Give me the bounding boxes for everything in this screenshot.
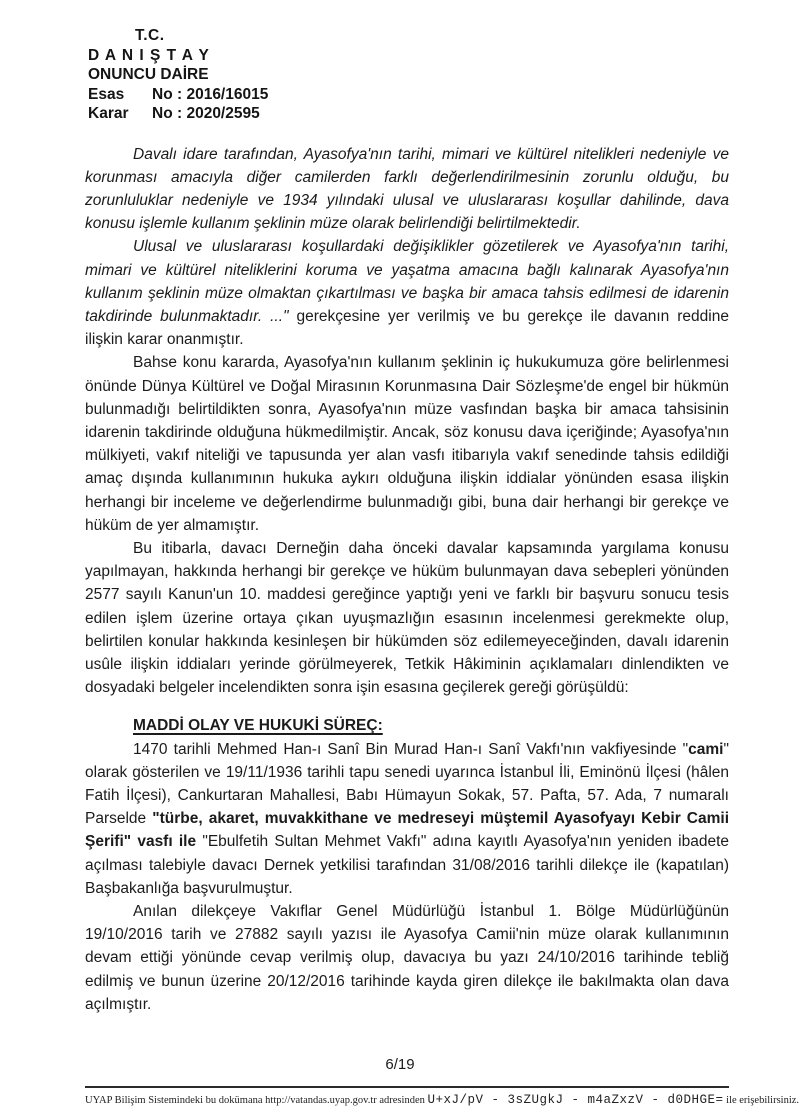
quoted-reasoning-text: Ulusal ve uluslararası koşullardaki değişiklikler gözetilerek ve Ayasofya'nın tarihi, mimari ve kültürel niteliklerini koruma ve yaşatma amacına bağlı kalınarak Ayasofya'nın kullanım şeklinin müze olmaktan çıkartılması ve başka bir amaca tahsis edilmesi de idarenin takdirinde bulunmaktadır. ..." bbox=[85, 238, 729, 325]
bold-vasif: "türbe, akaret, muvakkithane ve medreseyi müştemil Ayasofyayı Kebir Camii Şerifi" vasfı ile bbox=[85, 810, 730, 851]
karar-label: Karar bbox=[88, 105, 129, 122]
paragraph-ulusal-kosullar bbox=[85, 235, 729, 351]
paragraph-bahse-konu: Bahse konu kararda, Ayasofya'nın kullanım şeklinin iç hukukumuza göre belirlenmesi önünde Dünya Kültürel ve Doğal Mirasının Korunmasına Dair Sözleşme'de engel bir hükmün bulunmadığı belirtildikten sonra, Ayasofya'nın müze vasfından başka bir amaca tahsisinin idarenin takdirinde olduğuna hükmedilmiştir. Ancak, söz konusu dava içeriğinde; Ayasofya'nın mülkiyeti, vakıf niteliği ve tapusunda yer alan vasfı itibarıyla vakıf senedinde tahsis edildiği amaç dışında kullanımının hukuka aykırı olduğuna ilişkin iddialar yönünden esasa ilişkin herhangi bir inceleme ve değerlendirme bulunmadığı gibi, buna dair herhangi bir gerekçe ve hüküm de yer almamıştır. bbox=[85, 354, 729, 534]
footer-divider bbox=[85, 1086, 729, 1088]
paragraph-bu-itibarla: Bu itibarla, davacı Derneğin daha önceki davalar kapsamında yargılama konusu yapılmayan, hakkında herhangi bir gerekçe ve hüküm bulunmayan dava sebepleri yönünden 2577 sayılı Kanun'un 10. maddesi gereğince yaptığı yeni ve farklı bir başvuru sonucu tesis edilen işlem üzerine ortaya çıkan uyuşmazlığın esasının incelenmesi gerekmekte olup, belirtilen konular hakkında kesinleşen bir hükümden söz edilemeyeceğinden, davalı idarenin usûle ilişkin iddiaları yerinde görülmeyerek, Tetkik Hâkiminin açıklamaları dinlendikten ve dosyadaki belgeler incelendikten sonra işin esasına geçilerek gereği görüşüldü: bbox=[85, 539, 729, 697]
section-heading-text: MADDİ OLAY VE HUKUKİ SÜREÇ: bbox=[133, 717, 383, 735]
header-court-name: D A N I Ş T A Y bbox=[88, 46, 210, 64]
esas-no-value: 2016/16015 bbox=[186, 85, 269, 103]
paragraph-ulusal-kosullar-rest: gerekçesine yer verilmiş ve bu gerekçe ile davanın reddine ilişkin karar onanmıştır. bbox=[85, 307, 729, 349]
header-tc: T.C. bbox=[135, 27, 165, 44]
footer-access-suffix: ile erişebilirsiniz. bbox=[726, 1095, 800, 1106]
vakfiye-text-3: "Ebulfetih Sultan Mehmet Vakfı" adına kayıtlı Ayasofya'nın yeniden ibadete açılması talebiyle davacı Dernek yetkilisi tarafından 31/08/2016 tarihli dilekçe ile (kapatılan) Başbakanlığa başvurulmuştur. bbox=[85, 833, 729, 897]
esas-no-label: No : bbox=[152, 85, 183, 103]
footer-access-note bbox=[85, 1093, 800, 1107]
paragraph-anilan-dilekce: Anılan dilekçeye Vakıflar Genel Müdürlüğü İstanbul 1. Bölge Müdürlüğünün 19/10/2016 tarih ve 27882 sayılı yazısı ile Ayasofya Camii'nin müze olarak kullanımının devam ettiği yönünde cevap verilmiş olup, davacıya bu yazı 24/10/2016 tarihinde tebliğ edilmiş ve bunun üzerine 20/12/2016 tarihinde kayda giren dilekçe ile bakılmakta olan dava açılmıştır. bbox=[85, 903, 729, 1013]
document-body bbox=[85, 143, 729, 1017]
section-heading-maddi-olay bbox=[85, 714, 729, 737]
paragraph-1470-vakfiye bbox=[85, 738, 729, 900]
header-chamber-name: ONUNCU DAİRE bbox=[88, 66, 209, 83]
karar-no-value: 2020/2595 bbox=[186, 105, 260, 122]
page-number: 6/19 bbox=[385, 1056, 415, 1073]
document-header bbox=[88, 0, 800, 124]
footer-access-code: U+xJ/pV - 3sZUgkJ - m4aZxzV - d0DHGE= bbox=[427, 1093, 724, 1107]
bold-cami: cami bbox=[688, 740, 724, 758]
karar-no-row bbox=[88, 104, 800, 124]
vakfiye-text-1: 1470 tarihli Mehmed Han-ı Sanî Bin Murad Han-ı Sanî Vakfı'nın vakfiyesinde " bbox=[133, 740, 689, 758]
esas-no-row bbox=[88, 85, 800, 105]
vakfiye-text-2: " olarak gösterilen ve 19/11/1936 tarihli tapu senedi uyarınca İstanbul İli, Eminönü İlçesi (hâlen Fatih İlçesi), Cankurtaran Mahallesi, Babı Hümayun Sokak, 57. Pafta, 57. Ada, 7 numaralı Parselde bbox=[85, 740, 729, 828]
paragraph-davali-idare: Davalı idare tarafından, Ayasofya'nın tarihi, mimari ve kültürel nitelikleri nedeniyle ve korunması amacıyla diğer camilerden farklı değerlendirilmesinin zorunlu olduğu, bu zorunluluklar nedeniyle ve 1934 yılındaki ulusal ve uluslararası koşullar dahilinde, dava konusu işlemle kullanım şeklinin müze olarak belirlendiği belirtilmektedir. bbox=[85, 145, 729, 233]
karar-no-label: No : bbox=[152, 105, 183, 122]
footer-access-prefix: UYAP Bilişim Sistemindeki bu dokümana http://vatandas.uyap.gov.tr adresinden bbox=[85, 1095, 425, 1106]
esas-label: Esas bbox=[88, 85, 125, 103]
